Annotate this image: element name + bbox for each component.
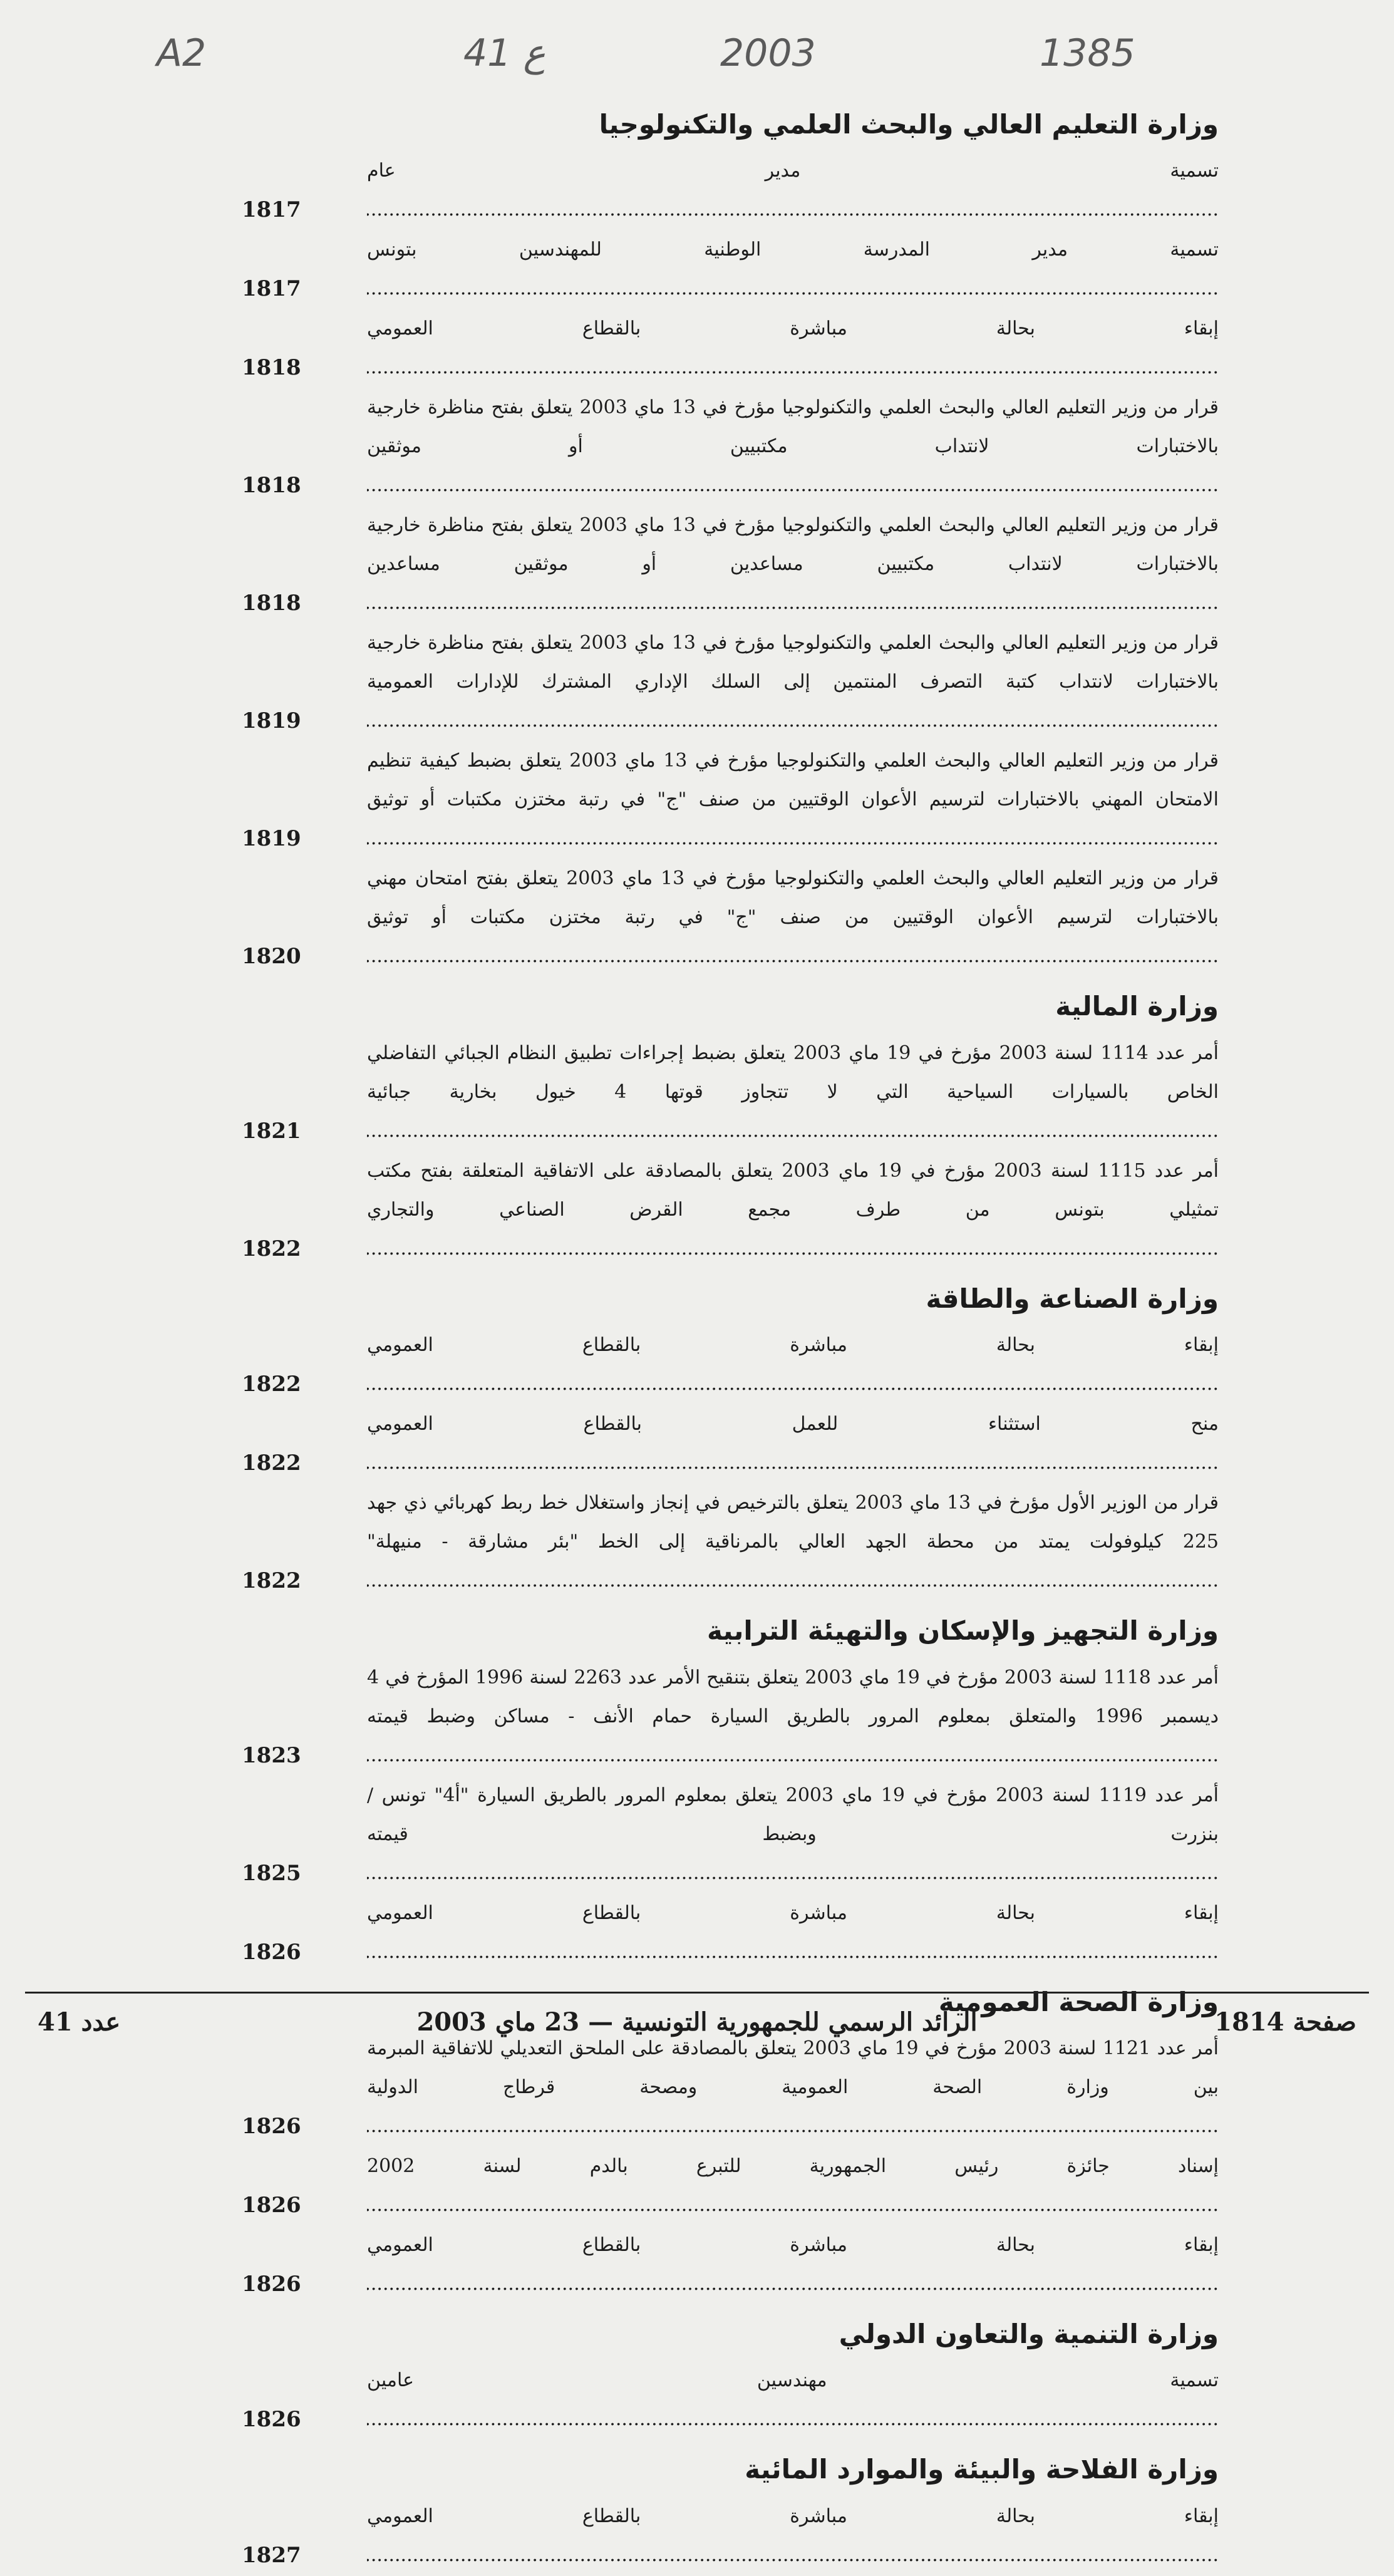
section-heading: وزارة التجهيز والإسكان والتهيئة الترابية	[707, 1615, 1219, 1647]
toc-page-number: 1817	[242, 197, 301, 223]
toc-entry-text: قرار من وزير التعليم العالي والبحث العلمي والتكنولوجيا مؤرخ في 13 ماي 2003 يتعلق بفتح مناظرة خارجية بالاختبارات لانتداب مكتبيين مساعدين أو موثقين مساعدين .....	[367, 506, 1219, 623]
toc-entry-text: أمر عدد 1121 لسنة 2003 مؤرخ في 19 ماي 2003 يتعلق بالمصادقة على الملحق التعديلي للاتفاقية المبرمة بين وزارة الصحة العمومية ومصحة قرطاج الدولية .....	[367, 2029, 1219, 2146]
toc-entry	[242, 1034, 1219, 1151]
footer-issue: عدد 41	[38, 2007, 121, 2037]
table-of-contents	[242, 94, 1219, 2576]
section-heading: وزارة الفلاحة والبيئة والموارد المائية	[745, 2454, 1219, 2485]
toc-entry-text: أمر عدد 1115 لسنة 2003 مؤرخ في 19 ماي 2003 يتعلق بالمصادقة على الاتفاقية المتعلقة بفتح مكتب تمثيلي بتونس من طرف مجمع القرض الصناعي والتجاري .....	[367, 1152, 1219, 1268]
toc-page-number: 1826	[242, 1939, 301, 1965]
toc-page-number: 1817	[242, 276, 301, 302]
toc-entry-text: تسمية مهندسين عامين .....	[367, 2361, 1219, 2439]
toc-entry	[242, 309, 1219, 387]
toc-entry-text: إبقاء بحالة مباشرة بالقطاع العمومي .....	[367, 2497, 1219, 2575]
toc-entry	[242, 1152, 1219, 1268]
toc-page-number: 1818	[242, 473, 301, 499]
toc-page-number: 1822	[242, 1372, 301, 1397]
toc-page-number: 1823	[242, 1742, 301, 1768]
toc-page-number: 1819	[242, 826, 301, 852]
toc-entry	[242, 1326, 1219, 1404]
toc-entry-text: إبقاء بحالة مباشرة بالقطاع العمومي .....	[367, 1326, 1219, 1404]
toc-page-number: 1822	[242, 1568, 301, 1594]
toc-entry-text: إبقاء بحالة مباشرة بالقطاع العمومي .....	[367, 1894, 1219, 1972]
toc-entry-text: قرار من وزير التعليم العالي والبحث العلمي والتكنولوجيا مؤرخ في 13 ماي 2003 يتعلق بفتح مناظرة خارجية بالاختبارات لانتداب مكتبيين أو موثقين .....	[367, 388, 1219, 505]
toc-entry-text: إبقاء بحالة مباشرة بالقطاع العمومي .....	[367, 309, 1219, 387]
toc-entry	[242, 1776, 1219, 1893]
handwritten-note-number: 1385	[1040, 31, 1135, 75]
toc-page-number: 1826	[242, 2407, 301, 2433]
toc-entry	[242, 1658, 1219, 1775]
toc-entry	[242, 152, 1219, 229]
handwritten-note-a2: A2	[157, 31, 207, 75]
page-footer	[25, 2007, 1369, 2045]
toc-entry-text: أمر عدد 1118 لسنة 2003 مؤرخ في 19 ماي 2003 يتعلق بتنقيح الأمر عدد 2263 لسنة 1996 المؤرخ في 4 ديسمبر 1996 والمتعلق بمعلوم المرور بالطريق السيارة حمام الأنف - مساكن وضبط قيمته .....	[367, 1658, 1219, 1775]
toc-entry-text: قرار من وزير التعليم العالي والبحث العلمي والتكنولوجيا مؤرخ في 13 ماي 2003 يتعلق بفتح مناظرة خارجية بالاختبارات لانتداب كتبة التصرف المنتمين إلى السلك الإداري المشترك للإدارات العمومية .....	[367, 624, 1219, 740]
toc-entry-text: إبقاء بحالة مباشرة بالقطاع العمومي .....	[367, 2226, 1219, 2304]
toc-entry	[242, 506, 1219, 623]
footer-publication: الرائد الرسمي للجمهورية التونسية — 23 ماي 2003	[416, 2007, 978, 2037]
handwritten-note-issue: 41 ع	[463, 31, 546, 75]
toc-entry-text: أمر عدد 1119 لسنة 2003 مؤرخ في 19 ماي 2003 يتعلق بمعلوم المرور بالطريق السيارة "أ4" تونس / بنزرت وبضبط قيمته .....	[367, 1776, 1219, 1893]
footer-divider	[25, 1992, 1369, 1994]
toc-entry	[242, 2497, 1219, 2575]
toc-entry	[242, 742, 1219, 858]
toc-entry-text: تسمية مدير المدرسة الوطنية للمهندسين بتونس .....	[367, 230, 1219, 308]
section-heading: وزارة الصحة العمومية	[938, 1986, 1219, 2017]
toc-page-number: 1818	[242, 355, 301, 381]
toc-page-number: 1820	[242, 944, 301, 970]
section-heading: وزارة التنمية والتعاون الدولي	[839, 2318, 1219, 2349]
toc-page-number: 1822	[242, 1236, 301, 1261]
toc-entry-text: تسمية مدير عام .....	[367, 152, 1219, 229]
toc-entry	[242, 2226, 1219, 2304]
toc-entry-text: إسناد جائزة رئيس الجمهورية للتبرع بالدم لسنة 2002 .....	[367, 2147, 1219, 2225]
toc-entry-text: أمر عدد 1114 لسنة 2003 مؤرخ في 19 ماي 2003 يتعلق بضبط إجراءات تطبيق النظام الجبائي التفاضلي الخاص بالسيارات السياحية التي لا تتجاوز قوتها 4 خيول بخارية جبائية .....	[367, 1034, 1219, 1151]
toc-page-number: 1825	[242, 1860, 301, 1886]
toc-entry	[242, 230, 1219, 308]
section-heading: وزارة الصناعة والطاقة	[926, 1283, 1219, 1314]
toc-entry	[242, 859, 1219, 976]
section-heading: وزارة التعليم العالي والبحث العلمي والتكنولوجيا	[599, 109, 1219, 140]
toc-entry	[242, 1484, 1219, 1600]
toc-entry	[242, 2147, 1219, 2225]
toc-entry	[242, 388, 1219, 505]
toc-entry-text: قرار من وزير التعليم العالي والبحث العلمي والتكنولوجيا مؤرخ في 13 ماي 2003 يتعلق بضبط كيفية تنظيم الامتحان المهني بالاختبارات لترسيم الأعوان الوقتيين من صنف "ج" في رتبة مختزن مكتبات أو توثيق .....	[367, 742, 1219, 858]
toc-page-number: 1821	[242, 1118, 301, 1144]
toc-entry	[242, 624, 1219, 740]
section-heading: وزارة المالية	[1055, 991, 1219, 1022]
toc-page-number: 1826	[242, 2271, 301, 2297]
toc-entry-text: قرار من الوزير الأول مؤرخ في 13 ماي 2003 يتعلق بالترخيص في إنجاز واستغلال خط ربط كهربائي ذي جهد 225 كيلوفولت يمتد من محطة الجهد العالي بالمرناقية إلى الخط "بئر مشارقة - منيهلة" .....	[367, 1484, 1219, 1600]
toc-entry	[242, 2029, 1219, 2146]
toc-entry	[242, 1405, 1219, 1482]
toc-page-number: 1819	[242, 708, 301, 734]
toc-entry-text: قرار من وزير التعليم العالي والبحث العلمي والتكنولوجيا مؤرخ في 13 ماي 2003 يتعلق بفتح امتحان مهني بالاختبارات لترسيم الأعوان الوقتيين من صنف "ج" في رتبة مختزن مكتبات أو توثيق .....	[367, 859, 1219, 976]
toc-page-number: 1826	[242, 2113, 301, 2139]
toc-page-number: 1827	[242, 2542, 301, 2568]
footer-page-label: صفحة 1814	[1214, 2007, 1356, 2037]
toc-page-number: 1826	[242, 2192, 301, 2218]
toc-page-number: 1818	[242, 591, 301, 616]
toc-entry-text: منح استثناء للعمل بالقطاع العمومي .....	[367, 1405, 1219, 1482]
toc-page-number: 1822	[242, 1451, 301, 1476]
toc-entry	[242, 1894, 1219, 1972]
toc-entry	[242, 2361, 1219, 2439]
handwritten-note-year: 2003	[720, 31, 816, 75]
